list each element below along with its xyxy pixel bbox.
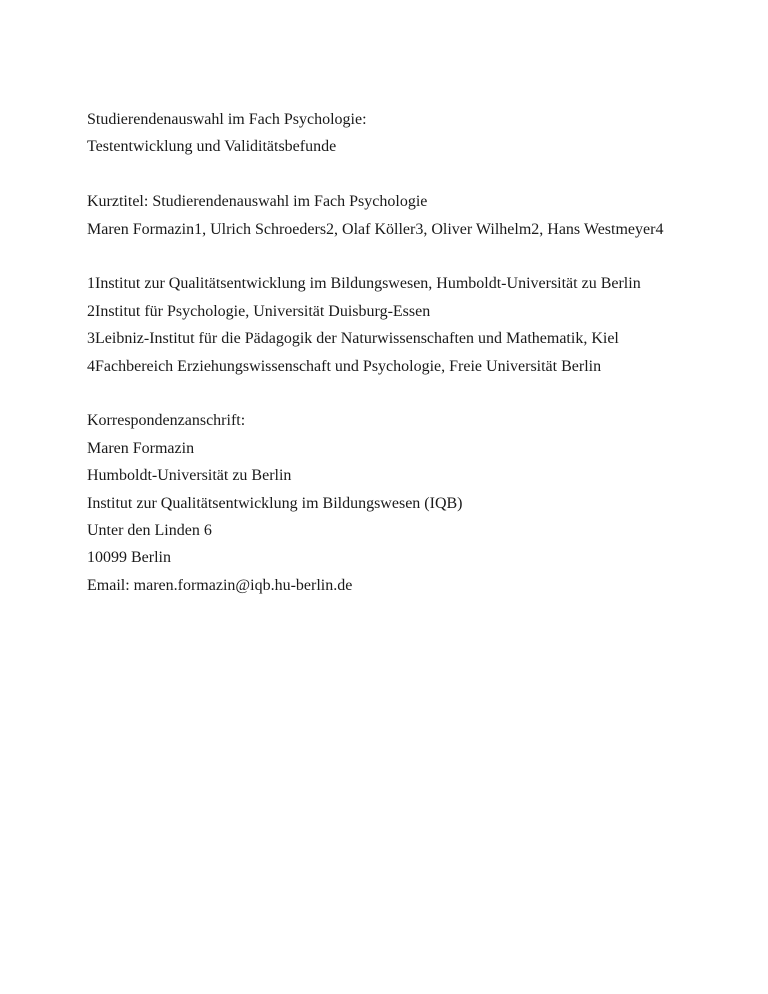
running-head: Kurztitel: Studierendenauswahl im Fach Psychologie [87,193,428,211]
correspondence-email: Email: maren.formazin@iqb.hu-berlin.de [87,576,353,594]
title-page-text-block [87,106,708,599]
author-list: Maren Formazin1, Ulrich Schroeders2, Olaf Köller3, Oliver Wilhelm2, Hans Westmeyer4 [87,220,664,238]
correspondence-name: Maren Formazin [87,439,195,457]
correspondence-city: 10099 Berlin [87,549,171,567]
affiliation-3: 3Leibniz-Institut für die Pädagogik der Naturwissenschaften und Mathematik, Kiel [87,330,619,348]
correspondence-institute: Institut zur Qualitätsentwicklung im Bildungswesen (IQB) [87,494,463,512]
correspondence-university: Humboldt-Universität zu Berlin [87,467,292,485]
affiliation-4: 4Fachbereich Erziehungswissenschaft und Psychologie, Freie Universität Berlin [87,357,602,375]
paper-title-line-1: Studierendenauswahl im Fach Psychologie: [87,111,367,128]
affiliation-1: 1Institut zur Qualitätsentwicklung im Bildungswesen, Humboldt-Universität zu Berlin [87,275,641,293]
correspondence-heading: Korrespondenzanschrift: [87,412,246,430]
paper-title-line-2: Testentwicklung und Validitätsbefunde [87,138,337,156]
affiliation-2: 2Institut für Psychologie, Universität Duisburg-Essen [87,302,431,320]
correspondence-street: Unter den Linden 6 [87,522,212,540]
